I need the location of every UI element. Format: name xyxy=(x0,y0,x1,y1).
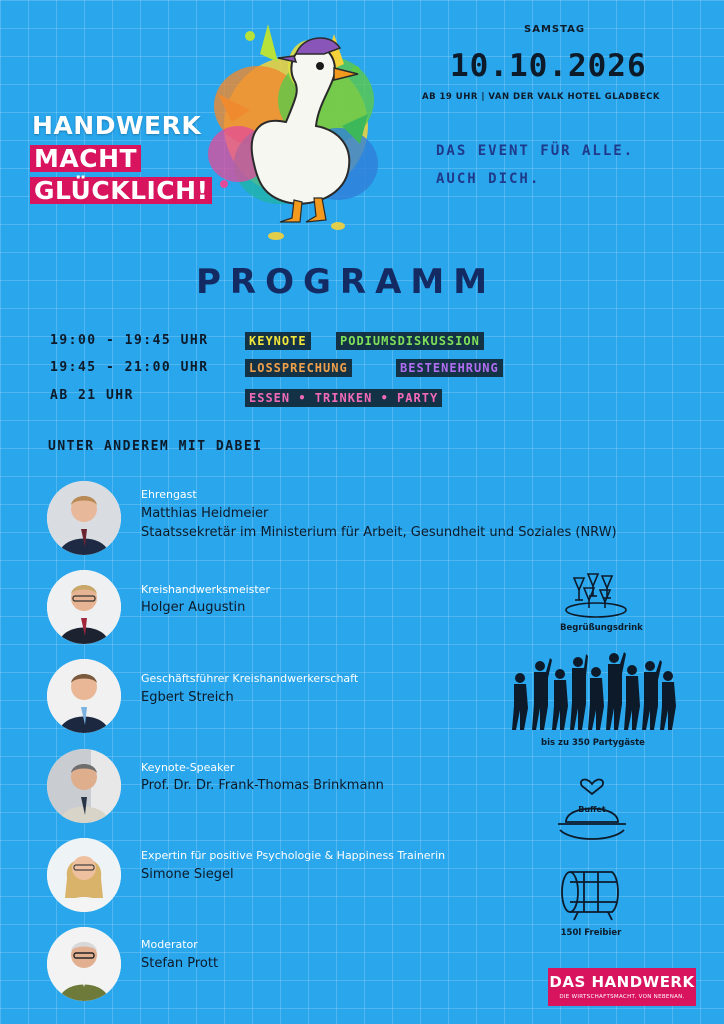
event-date: 10.10.2026 xyxy=(450,48,647,84)
champagne-glasses-icon xyxy=(560,570,632,620)
guest-name-3: Egbert Streich xyxy=(141,690,234,705)
logo-line-macht: MACHT xyxy=(30,145,141,172)
chip-essen-trinken-party: ESSEN • TRINKEN • PARTY xyxy=(245,389,442,407)
slogan-line-1: DAS EVENT FÜR ALLE. xyxy=(436,143,635,159)
program-time-3: AB 21 UHR xyxy=(50,388,134,403)
das-handwerk-logo-title: DAS HANDWERK xyxy=(549,973,695,991)
chip-podiumsdiskussion: PODIUMSDISKUSSION xyxy=(336,332,484,350)
duck-illustration xyxy=(198,14,384,246)
guest-name-2: Holger Augustin xyxy=(141,600,246,615)
caption-buffet: Buffet xyxy=(578,805,606,814)
event-day: SAMSTAG xyxy=(524,24,586,35)
party-crowd-icon xyxy=(506,648,682,732)
slogan-line-2: AUCH DICH. xyxy=(436,171,541,187)
caption-partygaeste: bis zu 350 Partygäste xyxy=(541,738,645,748)
avatar-augustin xyxy=(47,570,121,644)
caption-drink: Begrüßungsdrink xyxy=(560,623,643,633)
guest-role-4: Keynote-Speaker xyxy=(141,761,235,774)
avatar-streich xyxy=(47,659,121,733)
chip-keynote: KEYNOTE xyxy=(245,332,311,350)
guest-name-6: Stefan Prott xyxy=(141,956,219,971)
logo-line-gluecklich: GLÜCKLICH! xyxy=(30,177,212,204)
guest-role-3: Geschäftsführer Kreishandwerkerschaft xyxy=(141,672,359,685)
guests-section-label: UNTER ANDEREM MIT DABEI xyxy=(48,439,263,454)
beer-barrel-icon xyxy=(558,866,624,922)
guest-role-6: Moderator xyxy=(141,938,198,951)
event-venue: AB 19 UHR | VAN DER VALK HOTEL GLADBECK xyxy=(422,92,660,102)
avatar-siegel xyxy=(47,838,121,912)
program-title: PROGRAMM xyxy=(196,262,497,302)
logo-line-handwerk: HANDWERK xyxy=(32,111,202,140)
program-time-1: 19:00 - 19:45 UHR xyxy=(50,333,209,348)
guest-name-4: Prof. Dr. Dr. Frank-Thomas Brinkmann xyxy=(141,778,384,793)
chip-bestenehrung: BESTENEHRUNG xyxy=(396,359,503,377)
guest-role-5: Expertin für positive Psychologie & Happiness Trainerin xyxy=(141,849,446,862)
guest-role-1: Ehrengast xyxy=(141,488,197,501)
guest-role-2: Kreishandwerksmeister xyxy=(141,583,270,596)
program-time-2: 19:45 - 21:00 UHR xyxy=(50,360,209,375)
avatar-prott xyxy=(47,927,121,1001)
guest-name-5: Simone Siegel xyxy=(141,867,234,882)
das-handwerk-logo-subtitle: DIE WIRTSCHAFTSMACHT. VON NEBENAN. xyxy=(559,994,685,1000)
guest-desc-1: Staatssekretär im Ministerium für Arbeit, Gesundheit und Soziales (NRW) xyxy=(141,525,617,540)
avatar-brinkmann xyxy=(47,749,121,823)
das-handwerk-logo xyxy=(548,968,696,1006)
chip-lossprechung: LOSSPRECHUNG xyxy=(245,359,352,377)
guest-name-1: Matthias Heidmeier xyxy=(141,506,269,521)
caption-freibier: 150l Freibier xyxy=(560,928,622,938)
avatar-heidmeier xyxy=(47,481,121,555)
